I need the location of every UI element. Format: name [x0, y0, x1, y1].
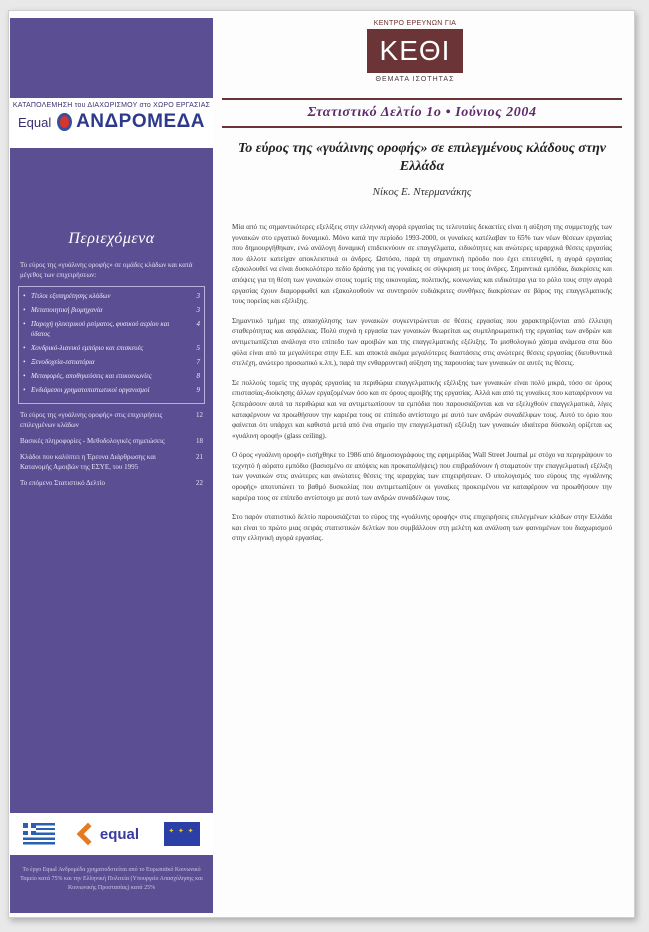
equal-logo: equal [80, 826, 139, 843]
equal-chevron-icon [77, 823, 100, 846]
andromeda-brand [10, 109, 213, 133]
sponsor-logos [10, 813, 213, 855]
bulletin-header [222, 98, 622, 128]
toc-item[interactable]: • Ενδιάμεσοι χρηματοπιστωτικοί οργανισμοί 9 [23, 386, 200, 394]
funding-footnote: Το έργο Equal Ανδρομέδα χρηματοδοτείται από το Ευρωπαϊκό Κοινωνικό Ταμείο κατά 75% και την Ελληνική Πολιτεία (Υπουργείο Απασχόλησης και Κοινωνικής Προστασίας) κατά 25% [20, 867, 203, 891]
bullet-icon: • [23, 344, 26, 352]
article-author: Νίκος Ε. Ντερμανάκης [372, 186, 472, 198]
toc-entry[interactable]: Βασικές πληροφορίες - Μεθοδολογικές σημειώσεις 18 [20, 437, 203, 445]
toc-item[interactable]: • Χονδρικό-λιανικό εμπόριο και επισκευές 5 [23, 344, 200, 352]
bulletin-title: Στατιστικό Δελτίο 1ο • Ιούνιος 2004 [307, 105, 537, 120]
article-body [232, 222, 612, 553]
andromeda-name: ΑΝΔΡΟΜΕΔΑ [76, 111, 205, 132]
toc-entry[interactable]: Το επόμενο Στατιστικό Δελτίο 22 [20, 479, 203, 487]
andromeda-logo-icon [57, 113, 72, 131]
paragraph: Στο παρόν στατιστικό δελτίο παρουσιάζεται το εύρος της «γυάλινης οροφής» στις επιχειρήσεις επιλεγμένων κλάδων στην Ελλάδα και είναι το πρώτο μιας σειράς στατιστικών δελτίων που συμβάλλουν στη μελέτη και ανάλυση των φαινομένων του διαχωρισμού στην ελληνική αγορά εργασίας. [232, 513, 612, 543]
bullet-icon: • [23, 372, 26, 380]
equal-word: Equal [18, 114, 52, 130]
greek-flag-icon [23, 823, 55, 845]
paragraph: Μία από τις σημαντικότερες εξελίξεις στην ελληνική αγορά εργασίας τις τελευταίες δεκαετίες είναι η αύξηση της συμμετοχής των γυναικών στο εργατικό δυναμικό. Μόνο κατά την περίοδο 1993-2000, οι γυναίκες κατέλαβαν το 65% των νέων θέσεων εργασίας που δημιουργήθηκαν, ενώ ανάλογη δυναμική επιδεικνύουν σε επαγγέλματα, ειδικότητες και ανώτερες ιεραρχικά θέσεις εργασίας που άλλοτε κατείχαν αποκλειστικά οι άνδρες. Ωστόσο, παρά τη σημαντική πρόοδο που έχει επιτευχθεί, η αγορά εργασίας εξακολουθεί να είναι δυσκολότερο πεδίο δράσης για τις γυναίκες σε σύγκριση με τους άνδρες. Σημαντικά εμπόδια, διακρίσεις και απόψεις για τη θέση των γυναικών στους τομείς της οικονομίας, πολιτικής, κοινωνίας και ειδικότερα για το ρόλο τους στην αγορά εργασίας έχουν διαμορφωθεί και εξακολουθούν να συντηρούν ευδιάκριτες συνθήκες διακρίσεων σε βάρος της επαγγελματικής τους πορείας και εξέλιξης. [232, 223, 612, 306]
bullet-icon: • [23, 292, 26, 300]
toc-item[interactable]: • Τίτλοι εξυπηρέτησης κλάδων 3 [23, 292, 200, 300]
bullet-icon: • [23, 358, 26, 366]
toc-item[interactable]: • Ξενοδοχεία-εστιατόρια 7 [23, 358, 200, 366]
paragraph: Ο όρος «γυάλινη οροφή» εισήχθηκε το 1986 από δημοσιογράφους της εφημερίδας Wall Street Journal με στόχο να περιγράψουν το τεχνητό ή αόρατο εμπόδιο (βασισμένο σε απόψεις και προκαταλήψεις) που επιβραδύνουν ή σταματούν την επαγγελματική εξέλιξη των γυναικών στις ανώτερες και ανώτατες θέσεις της ιεραρχίας των επιχειρήσεων. Ο υπολογισμός του εύρους της «γυάλινης οροφής» αποτυπώνει το βαθμό δυσκολίας που αντιμετωπίζουν οι γυναίκες προκειμένου να καταφέρουν να προωθήσουν την καριέρα τους σε επίπεδο αντίστοιχο με αυτό των ανδρών συναδέλφων τους. [232, 451, 612, 502]
paragraph: Σημαντικό τμήμα της απασχόλησης των γυναικών συγκεντρώνεται σε θέσεις εργασίας που χαρακτηρίζονται από έλλειψη σταθερότητας και ασφάλειας. Πολύ συχνά η εργασία των γυναικών θεωρείται ως συμπληρωματική της εργασίας των ανδρών και αντιμετωπίζεται ανάλογα στο επίπεδο των αμοιβών και της επαγγελματικής εξέλιξης. Το μισθολογικό χάσμα ανάμεσα στα δύο φύλα είναι από τα μεγαλύτερα στην Ε.Ε. και αποκτά ακόμα μεγαλύτερες διαστάσεις στις ανώτερες θέσεις εργασίας (διευθυντικά στελέχη, ανώτερο προσωπικό κ.λπ.), παρά την ενθαρρυντική αύξηση της παρουσίας των γυναικών σε αυτές τις θέσεις. [232, 316, 612, 368]
keoi-subtitle: ΘΕΜΑΤΑ ΙΣΟΤΗΤΑΣ [375, 76, 455, 83]
toc-item[interactable]: • Μεταφορές, αποθηκεύσεις και επικοινωνίες 8 [23, 372, 200, 380]
keoi-logo [360, 20, 470, 83]
toc-item[interactable]: • Μεταποιητική βιομηχανία 3 [23, 306, 200, 314]
bullet-icon: • [23, 306, 26, 314]
sidebar [10, 18, 213, 913]
toc-entry[interactable]: Το εύρος της «γυάλινης οροφής» στις επιχειρήσεις επιλεγμένων κλάδων 12 [20, 411, 203, 429]
paragraph: Σε πολλούς τομείς της αγοράς εργασίας τα περιθώρια επαγγελματικής εξέλιξης των γυναικών είναι πολύ μικρά, τόσο σε όρους επιστασίας-διοίκησης άλλων εργαζομένων όσο και σε όρους αμοιβής της εργασίας. Αλλά και από τις γυναίκες που καταφέρνουν να ξεπεράσουν αυτά τα περιθώρια και να αντιμετωπίσουν τα εμπόδια που παρουσιάζονται και να εξελιχθούν επαγγελματικά, λίγες καταφέρνουν να προωθήσουν την καριέρα τους σε επίπεδο αντίστοιχο με αυτό των ανδρών συναδέλφων τους. Αυτό το όριο που φαίνεται ότι υπάρχει και καθιστά μετά από ένα σημείο την επαγγελματική εξέλιξη των γυναικών ιδιαίτερα δύσκολη ορίζεται ως «γυάλινη οροφή» (glass ceiling). [232, 378, 612, 440]
toc-intro: Το εύρος της «γυάλινης οροφής» σε ομάδες κλάδων και κατά μέγεθος των επιχειρήσεων: [20, 261, 193, 279]
toc-subsection-box [18, 286, 205, 404]
andromeda-banner [10, 98, 213, 148]
eu-flag-icon [164, 822, 200, 846]
keoi-name: ΚΕΘΙ [367, 29, 463, 73]
toc-item[interactable]: • Παροχή ηλεκτρικού ρεύματος, φυσικού αερίου και ύδατος 4 [23, 320, 200, 338]
bullet-icon: • [23, 386, 26, 394]
bullet-icon: • [23, 320, 26, 328]
keoi-top-text: ΚΕΝΤΡΟ ΕΡΕΥΝΩΝ ΓΙΑ [373, 20, 457, 27]
equal-tagline: ΚΑΤΑΠΟΛΕΜΗΣΗ του ΔΙΑΧΩΡΙΣΜΟΥ στο ΧΩΡΟ ΕΡΓΑΣΙΑΣ [12, 102, 211, 109]
sidebar-top-band [10, 18, 213, 98]
table-of-contents [10, 148, 213, 488]
article-title: Το εύρος της «γυάλινης οροφής» σε επιλεγμένους κλάδους στην Ελλάδα [238, 141, 606, 174]
toc-entry[interactable]: Κλάδοι που καλύπτει η Έρευνα Διάρθρωσης και Κατανομής Αμοιβών της ΕΣΥΕ, του 1995 21 [20, 453, 203, 471]
toc-title: Περιεχόμενα [68, 230, 155, 247]
